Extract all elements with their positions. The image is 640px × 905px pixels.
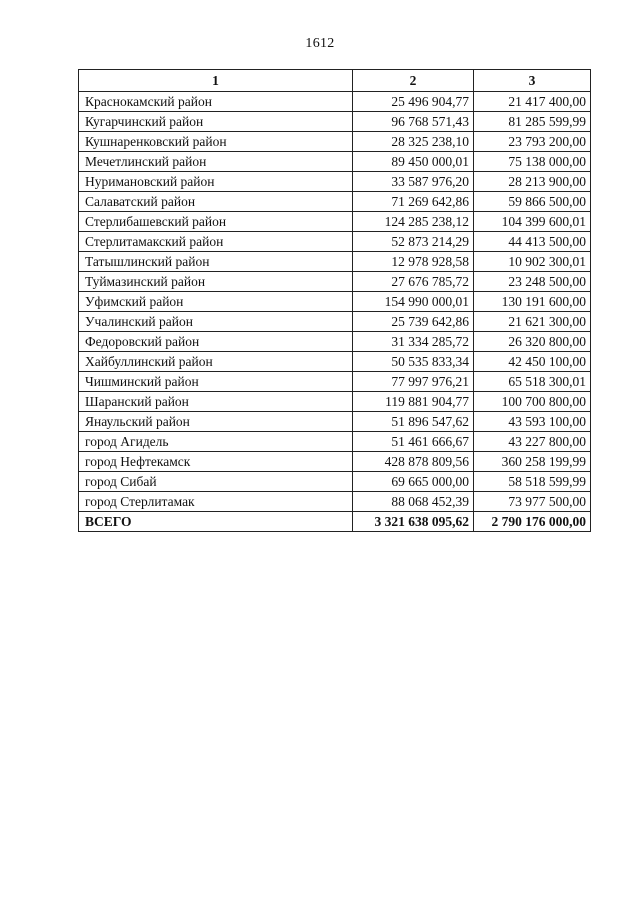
page-number: 1612 [305,36,335,51]
region-name-cell: Туймазинский район [79,272,353,292]
amount-col2-cell: 52 873 214,29 [353,232,474,252]
amount-col2-cell: 77 997 976,21 [353,372,474,392]
total-col3-cell: 2 790 176 000,00 [474,512,591,532]
table-row [79,312,591,332]
region-name-cell: Краснокамский район [79,92,353,112]
amount-col3-cell: 58 518 599,99 [474,472,591,492]
table-row [79,232,591,252]
table-row [79,192,591,212]
table-row [79,272,591,292]
amount-col2-cell: 428 878 809,56 [353,452,474,472]
amount-col2-cell: 88 068 452,39 [353,492,474,512]
table-row [79,452,591,472]
amount-col2-cell: 71 269 642,86 [353,192,474,212]
amount-col2-cell: 51 896 547,62 [353,412,474,432]
region-name-cell: Кугарчинский район [79,112,353,132]
table-row [79,412,591,432]
region-name-cell: Стерлибашевский район [79,212,353,232]
amount-col2-cell: 28 325 238,10 [353,132,474,152]
region-name-cell: город Нефтекамск [79,452,353,472]
table-row [79,132,591,152]
amount-col2-cell: 27 676 785,72 [353,272,474,292]
region-name-cell: Хайбуллинский район [79,352,353,372]
amount-col3-cell: 26 320 800,00 [474,332,591,352]
table-body [79,92,591,532]
amount-col2-cell: 50 535 833,34 [353,352,474,372]
amount-col2-cell: 96 768 571,43 [353,112,474,132]
amount-col2-cell: 12 978 928,58 [353,252,474,272]
amount-col2-cell: 31 334 285,72 [353,332,474,352]
region-name-cell: Салаватский район [79,192,353,212]
amount-col3-cell: 100 700 800,00 [474,392,591,412]
region-name-cell: Стерлитамакский район [79,232,353,252]
amount-col3-cell: 21 417 400,00 [474,92,591,112]
region-name-cell: Мечетлинский район [79,152,353,172]
region-name-cell: город Стерлитамак [79,492,353,512]
region-name-cell: Учалинский район [79,312,353,332]
region-name-cell: Шаранский район [79,392,353,412]
table-row [79,372,591,392]
column-header-1: 1 [79,70,353,92]
amount-col3-cell: 360 258 199,99 [474,452,591,472]
amount-col2-cell: 51 461 666,67 [353,432,474,452]
table-row [79,492,591,512]
total-col2-cell: 3 321 638 095,62 [353,512,474,532]
amount-col2-cell: 25 739 642,86 [353,312,474,332]
budget-table [78,69,591,532]
amount-col3-cell: 42 450 100,00 [474,352,591,372]
amount-col2-cell: 119 881 904,77 [353,392,474,412]
total-label-cell: ВСЕГО [79,512,353,532]
amount-col2-cell: 25 496 904,77 [353,92,474,112]
region-name-cell: Нуримановский район [79,172,353,192]
amount-col3-cell: 10 902 300,01 [474,252,591,272]
amount-col3-cell: 104 399 600,01 [474,212,591,232]
amount-col3-cell: 43 227 800,00 [474,432,591,452]
region-name-cell: Татышлинский район [79,252,353,272]
table-row [79,112,591,132]
column-header-3: 3 [474,70,591,92]
table-row [79,212,591,232]
table-row [79,92,591,112]
amount-col3-cell: 44 413 500,00 [474,232,591,252]
region-name-cell: Уфимский район [79,292,353,312]
amount-col2-cell: 124 285 238,12 [353,212,474,232]
amount-col2-cell: 33 587 976,20 [353,172,474,192]
table-row [79,252,591,272]
amount-col3-cell: 43 593 100,00 [474,412,591,432]
amount-col2-cell: 89 450 000,01 [353,152,474,172]
amount-col3-cell: 81 285 599,99 [474,112,591,132]
table-row [79,332,591,352]
column-header-2: 2 [353,70,474,92]
amount-col2-cell: 69 665 000,00 [353,472,474,492]
amount-col3-cell: 23 793 200,00 [474,132,591,152]
region-name-cell: Кушнаренковский район [79,132,353,152]
table-row [79,292,591,312]
total-row [79,512,591,532]
amount-col2-cell: 154 990 000,01 [353,292,474,312]
region-name-cell: город Сибай [79,472,353,492]
table-row [79,472,591,492]
table-row [79,432,591,452]
amount-col3-cell: 73 977 500,00 [474,492,591,512]
amount-col3-cell: 21 621 300,00 [474,312,591,332]
table-header-row [79,70,591,92]
amount-col3-cell: 59 866 500,00 [474,192,591,212]
amount-col3-cell: 28 213 900,00 [474,172,591,192]
table-row [79,352,591,372]
amount-col3-cell: 75 138 000,00 [474,152,591,172]
region-name-cell: город Агидель [79,432,353,452]
amount-col3-cell: 23 248 500,00 [474,272,591,292]
amount-col3-cell: 130 191 600,00 [474,292,591,312]
region-name-cell: Федоровский район [79,332,353,352]
region-name-cell: Янаульский район [79,412,353,432]
region-name-cell: Чишминский район [79,372,353,392]
amount-col3-cell: 65 518 300,01 [474,372,591,392]
table-row [79,152,591,172]
table-row [79,172,591,192]
table-row [79,392,591,412]
